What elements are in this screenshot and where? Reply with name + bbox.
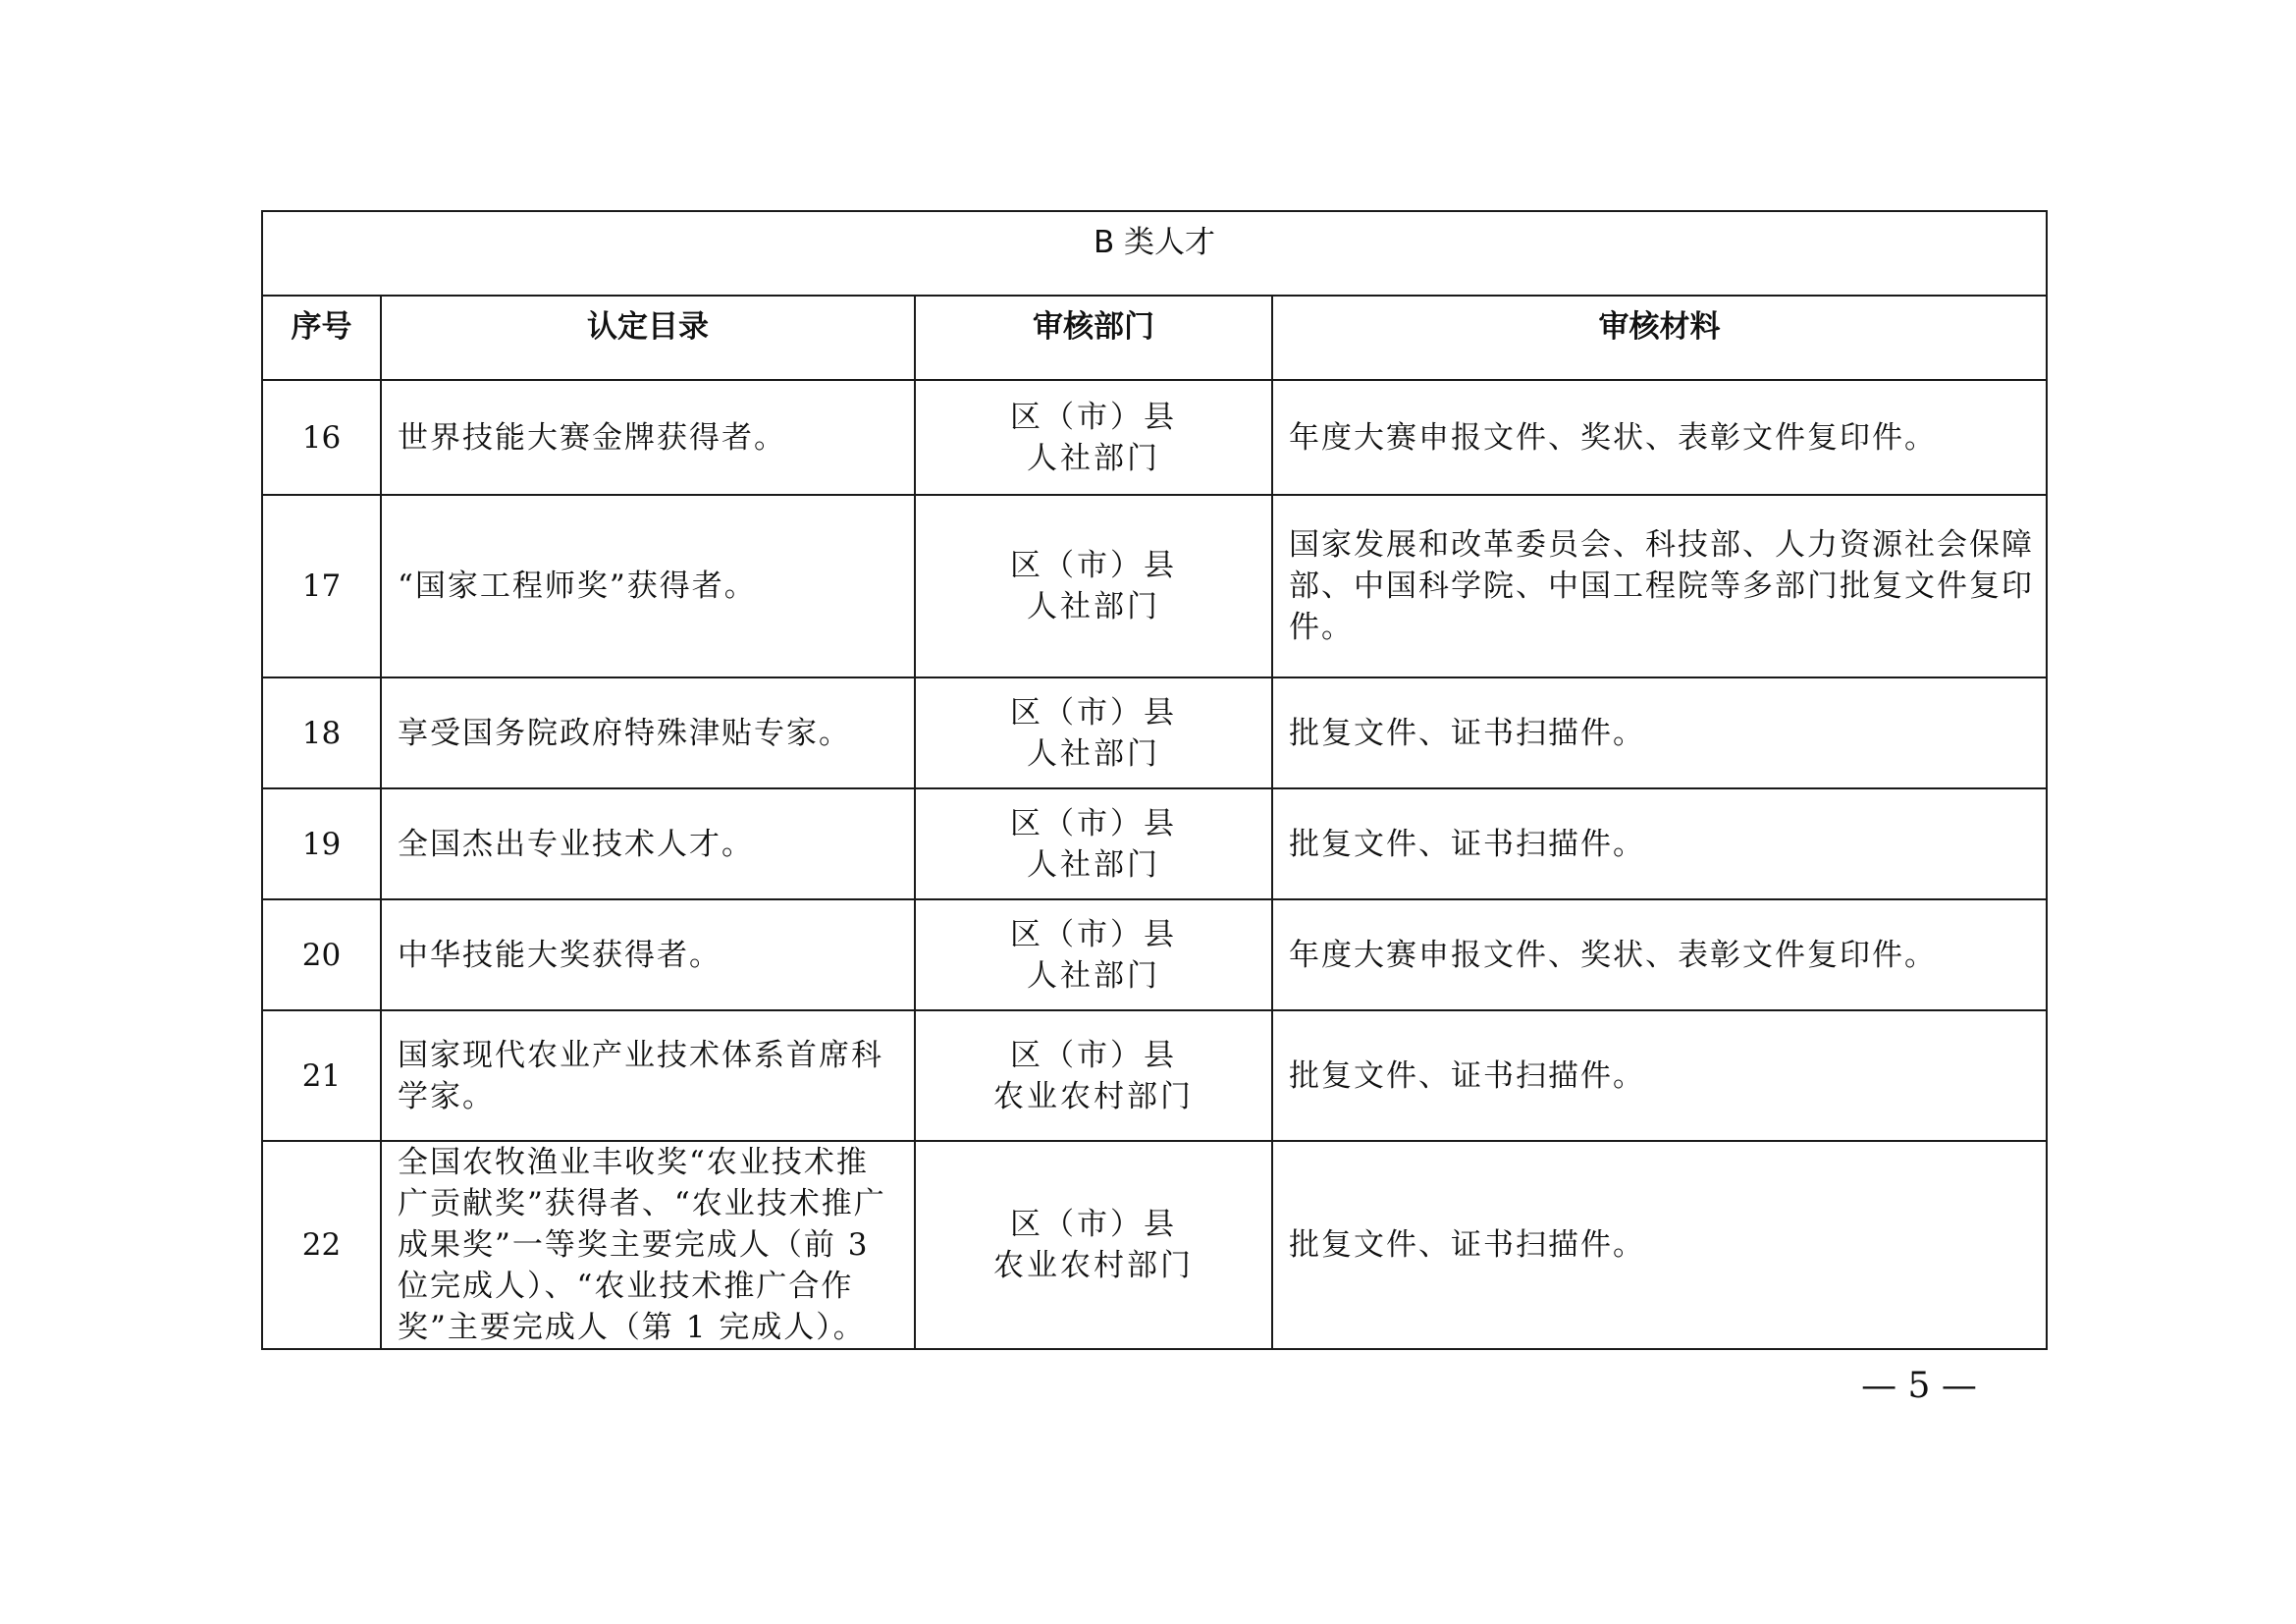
row-directory: 享受国务院政府特殊津贴专家。 xyxy=(381,677,915,788)
row-department xyxy=(915,495,1272,677)
row-materials: 年度大赛申报文件、奖状、表彰文件复印件。 xyxy=(1272,380,2047,495)
row-num: 16 xyxy=(262,380,381,495)
row-directory: 国家现代农业产业技术体系首席科学家。 xyxy=(381,1010,915,1141)
row-materials: 批复文件、证书扫描件。 xyxy=(1272,1010,2047,1141)
dept-line-2: 农业农村部门 xyxy=(993,1248,1194,1283)
row-directory: 全国农牧渔业丰收奖“农业技术推广贡献奖”获得者、“农业技术推广成果奖”一等奖主要完成人（前 3 位完成人）、“农业技术推广合作奖”主要完成人（第 1 完成人）。 xyxy=(381,1141,915,1349)
row-department xyxy=(915,380,1272,495)
table-row xyxy=(262,899,2047,1010)
dept-line-2: 人社部门 xyxy=(1027,846,1160,883)
table-title-row xyxy=(262,211,2047,296)
row-materials: 批复文件、证书扫描件。 xyxy=(1272,677,2047,788)
dept-line-1: 区（市）县 xyxy=(1010,694,1177,731)
dept-line-1: 区（市）县 xyxy=(1010,916,1177,952)
dept-line-1: 区（市）县 xyxy=(1010,1207,1177,1242)
row-department xyxy=(915,899,1272,1010)
table-row xyxy=(262,788,2047,899)
dept-line-1: 区（市）县 xyxy=(1010,1037,1177,1073)
table-row xyxy=(262,1141,2047,1349)
dept-line-1: 区（市）县 xyxy=(1010,805,1177,841)
dept-line-1: 区（市）县 xyxy=(1010,548,1177,583)
row-num: 17 xyxy=(262,495,381,677)
table-row xyxy=(262,1010,2047,1141)
row-department xyxy=(915,1010,1272,1141)
row-num: 21 xyxy=(262,1010,381,1141)
row-directory: 世界技能大赛金牌获得者。 xyxy=(381,380,915,495)
dept-line-1: 区（市）县 xyxy=(1010,399,1177,435)
row-num: 19 xyxy=(262,788,381,899)
table-row xyxy=(262,677,2047,788)
header-materials: 审核材料 xyxy=(1272,296,2047,380)
row-directory: 中华技能大奖获得者。 xyxy=(381,899,915,1010)
header-num: 序号 xyxy=(262,296,381,380)
table-title: B 类人才 xyxy=(262,211,2047,296)
table-row xyxy=(262,380,2047,495)
talent-table xyxy=(261,210,2048,1350)
row-num: 22 xyxy=(262,1141,381,1349)
dept-line-2: 人社部门 xyxy=(1027,440,1160,476)
dept-line-2: 人社部门 xyxy=(1027,735,1160,772)
row-department xyxy=(915,788,1272,899)
row-directory: “国家工程师奖”获得者。 xyxy=(381,495,915,677)
row-num: 18 xyxy=(262,677,381,788)
header-department: 审核部门 xyxy=(915,296,1272,380)
dept-line-2: 人社部门 xyxy=(1027,957,1160,994)
dept-line-2: 人社部门 xyxy=(1027,589,1160,624)
row-directory: 全国杰出专业技术人才。 xyxy=(381,788,915,899)
table-row xyxy=(262,495,2047,677)
row-materials: 批复文件、证书扫描件。 xyxy=(1272,1141,2047,1349)
row-department xyxy=(915,1141,1272,1349)
page-number: — 5 — xyxy=(1861,1366,1977,1406)
header-directory: 认定目录 xyxy=(381,296,915,380)
row-materials: 年度大赛申报文件、奖状、表彰文件复印件。 xyxy=(1272,899,2047,1010)
row-materials: 批复文件、证书扫描件。 xyxy=(1272,788,2047,899)
table-header-row xyxy=(262,296,2047,380)
row-num: 20 xyxy=(262,899,381,1010)
row-department xyxy=(915,677,1272,788)
dept-line-2: 农业农村部门 xyxy=(993,1078,1194,1114)
row-materials: 国家发展和改革委员会、科技部、人力资源社会保障部、中国科学院、中国工程院等多部门批复文件复印件。 xyxy=(1272,495,2047,677)
